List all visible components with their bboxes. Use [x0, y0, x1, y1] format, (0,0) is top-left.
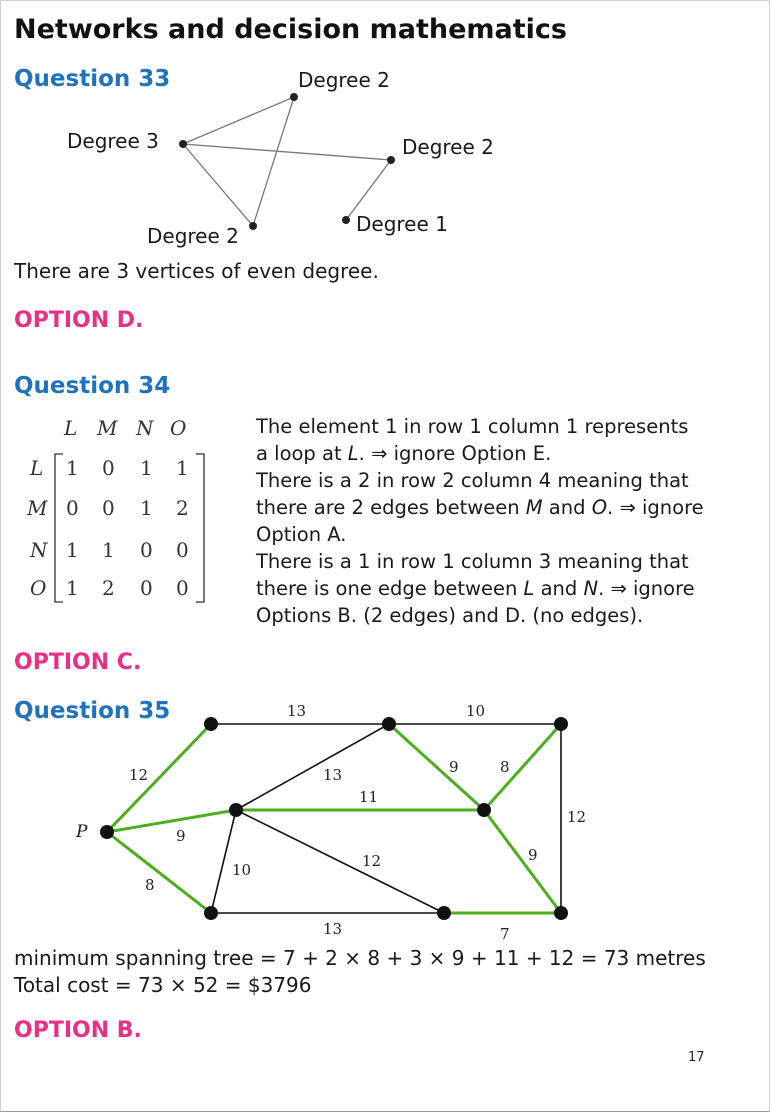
q34-line: there is one edge between L and N. ⇒ ignore [256, 577, 695, 600]
matrix-col-header: N [136, 416, 154, 440]
q35-option: OPTION B. [14, 1018, 142, 1043]
q35-weight: 9 [176, 827, 186, 845]
matrix-row-header: L [30, 456, 44, 480]
q33-option: OPTION D. [14, 308, 144, 333]
matrix-row-header: M [27, 496, 48, 520]
q35-weight: 9 [449, 758, 459, 776]
matrix-cell: 1 [66, 538, 79, 562]
matrix-cell: 0 [102, 496, 115, 520]
q35-result-line: minimum spanning tree = 7 + 2 × 8 + 3 × 9 + 11 + 12 = 73 metres [14, 946, 706, 970]
q33-label-top: Degree 2 [298, 68, 390, 92]
q33-label-bottom-left: Degree 2 [147, 224, 239, 248]
matrix-cell: 2 [176, 496, 189, 520]
q35-weight: 10 [466, 702, 486, 720]
matrix-cell: 1 [102, 538, 115, 562]
q35-weight: 12 [362, 852, 382, 870]
q33-label-bottom-right: Degree 1 [356, 212, 448, 236]
q35-weight: 7 [500, 925, 510, 943]
q35-weight: 8 [500, 758, 510, 776]
q35-weight: 12 [567, 808, 587, 826]
q34-line: a loop at L. ⇒ ignore Option E. [256, 442, 552, 465]
matrix-row-header: O [30, 576, 47, 600]
q34-explanation [256, 413, 704, 629]
matrix-cell: 0 [140, 576, 153, 600]
matrix-cell: 0 [176, 576, 189, 600]
q34-line: The element 1 in row 1 column 1 represents [256, 415, 689, 438]
matrix-cell: 1 [140, 496, 153, 520]
q34-line: Options B. (2 edges) and D. (no edges). [256, 604, 644, 627]
question-34-heading: Question 34 [14, 373, 171, 399]
page-title: Networks and decision mathematics [14, 14, 567, 45]
matrix-col-header: M [97, 416, 118, 440]
matrix-cell: 0 [66, 496, 79, 520]
q34-line: There is a 2 in row 2 column 4 meaning that [256, 469, 689, 492]
q35-cost-line: Total cost = 73 × 52 = $3796 [14, 973, 312, 997]
matrix-cell: 0 [140, 538, 153, 562]
question-35-heading: Question 35 [14, 698, 171, 724]
q34-option: OPTION C. [14, 650, 142, 675]
matrix-cell: 1 [66, 576, 79, 600]
matrix-col-header: L [64, 416, 78, 440]
matrix-cell: 0 [102, 456, 115, 480]
question-33-heading: Question 33 [14, 66, 171, 92]
q33-statement: There are 3 vertices of even degree. [14, 259, 379, 283]
q35-weight: 13 [323, 920, 343, 938]
q35-vertex-p-label: P [76, 822, 88, 842]
q35-weight: 8 [145, 876, 155, 894]
q33-label-left: Degree 3 [67, 129, 159, 153]
q33-label-right: Degree 2 [402, 135, 494, 159]
matrix-cell: 0 [176, 538, 189, 562]
q35-weight: 9 [528, 846, 538, 864]
q34-line: There is a 1 in row 1 column 3 meaning that [256, 550, 689, 573]
q34-line: there are 2 edges between M and O. ⇒ ignore [256, 496, 704, 519]
q35-weight: 12 [129, 766, 149, 784]
q35-weight: 13 [287, 702, 307, 720]
q34-line: Option A. [256, 523, 347, 546]
matrix-cell: 2 [102, 576, 115, 600]
matrix-cell: 1 [140, 456, 153, 480]
page-number: 17 [688, 1050, 705, 1065]
matrix-col-header: O [170, 416, 187, 440]
matrix-cell: 1 [66, 456, 79, 480]
matrix-row-header: N [30, 538, 48, 562]
q35-weight: 10 [232, 861, 252, 879]
q35-weight: 13 [323, 766, 343, 784]
matrix-cell: 1 [176, 456, 189, 480]
q35-weight: 11 [359, 788, 379, 806]
